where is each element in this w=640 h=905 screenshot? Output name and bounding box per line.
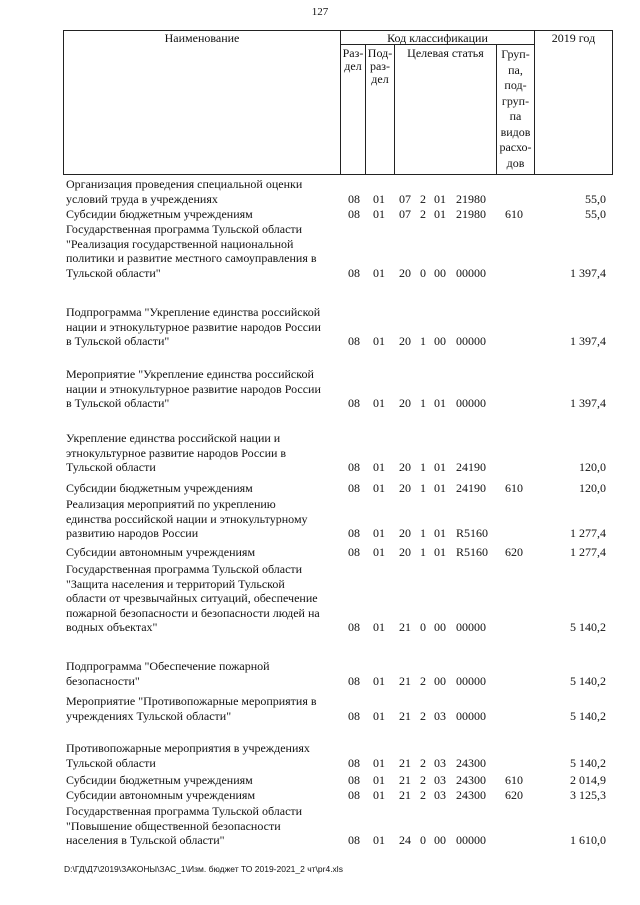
event-code: 01 [434, 526, 446, 540]
direction-code: 00000 [456, 265, 486, 280]
amount-2019: 120,0 [579, 481, 606, 495]
program-code: 20 [399, 265, 411, 280]
subsection-code: 01 [373, 833, 385, 847]
row-name-line: этнокультурное развитие народов России в [66, 445, 287, 460]
section-code: 08 [348, 460, 360, 474]
subsection-code: 01 [373, 191, 385, 206]
subprogram-code: 2 [420, 773, 426, 787]
event-code: 03 [434, 773, 446, 787]
event-code: 01 [434, 191, 446, 206]
event-code: 01 [434, 460, 446, 474]
row-name-line: Субсидии бюджетным учреждениям [66, 773, 253, 787]
expense-type-code: 620 [505, 545, 523, 559]
direction-code: 00000 [456, 833, 486, 847]
header-code: Код классификации [387, 31, 488, 45]
direction-code: 21980 [456, 191, 486, 206]
section-code: 08 [348, 833, 360, 847]
row-name-line: водных объектах" [66, 620, 158, 634]
row-name-line: безопасности" [66, 673, 140, 688]
header-target-article: Целевая статья [407, 46, 484, 60]
row-name-line: Тульской области [66, 755, 156, 770]
subprogram-code: 2 [420, 673, 426, 688]
direction-code: 24300 [456, 755, 486, 770]
subsection-code: 01 [373, 334, 385, 348]
header-name: Наименование [164, 31, 240, 45]
section-code: 08 [348, 396, 360, 410]
header-year: 2019 год [551, 31, 596, 45]
program-code: 21 [399, 788, 411, 802]
row-name [66, 562, 344, 635]
row-name-line: Реализация мероприятий по укреплению [66, 497, 276, 511]
section-code: 08 [348, 191, 360, 206]
header-subsection: Под- раз- дел [367, 46, 393, 86]
row-name-line: политики и развитие местного самоуправления в [66, 251, 317, 265]
program-code: 07 [399, 207, 411, 221]
section-code: 08 [348, 526, 360, 540]
section-code: 08 [348, 788, 360, 802]
amount-2019: 3 125,3 [570, 788, 606, 802]
row-name [66, 497, 344, 541]
row-name-line: Субсидии автономным учреждениям [66, 788, 256, 802]
row-name [66, 694, 344, 723]
program-code: 21 [399, 673, 411, 688]
subsection-code: 01 [373, 755, 385, 770]
direction-code: 00000 [456, 396, 486, 410]
header-expense-group: Груп- па, под- груп- па видов расхо- дов [499, 47, 532, 170]
row-name [66, 305, 344, 349]
row-name-line: единства российской нации и этнокультурному [66, 511, 308, 526]
amount-2019: 2 014,9 [570, 773, 606, 787]
section-code: 08 [348, 673, 360, 688]
amount-2019: 55,0 [585, 207, 606, 221]
row-name-line: Мероприятие "Противопожарные мероприятия в [66, 694, 317, 708]
amount-2019: 1 610,0 [570, 833, 606, 847]
subprogram-code: 0 [420, 620, 426, 634]
row-name-line: Тульской области" [66, 265, 161, 280]
row-name-line: Укрепление единства российской нации и [66, 431, 281, 445]
program-code: 20 [399, 481, 411, 495]
amount-2019: 5 140,2 [570, 755, 606, 770]
subsection-code: 01 [373, 207, 385, 221]
row-name [66, 773, 344, 788]
row-name-line: Подпрограмма "Укрепление единства российской [66, 305, 321, 319]
program-code: 20 [399, 334, 411, 348]
expense-type-code: 610 [505, 481, 523, 495]
row-name-line: Государственная программа Тульской области [66, 562, 303, 576]
row-name [66, 222, 344, 280]
section-code: 08 [348, 620, 360, 634]
amount-2019: 55,0 [585, 191, 606, 206]
subprogram-code: 2 [420, 755, 426, 770]
amount-2019: 1 277,4 [570, 526, 606, 540]
amount-2019: 120,0 [579, 460, 606, 474]
section-code: 08 [348, 207, 360, 221]
direction-code: 00000 [456, 334, 486, 348]
section-code: 08 [348, 708, 360, 723]
row-name [66, 788, 344, 803]
subprogram-code: 1 [420, 396, 426, 410]
subsection-code: 01 [373, 788, 385, 802]
row-name-line: нации и этнокультурное развитие народов России [66, 381, 321, 396]
row-name-line: области от чрезвычайных ситуаций, обеспечение [66, 591, 318, 605]
row-name-line: Государственная программа Тульской области [66, 222, 303, 236]
program-code: 21 [399, 708, 411, 723]
event-code: 00 [434, 833, 446, 847]
direction-code: 21980 [456, 207, 486, 221]
expense-type-code: 610 [505, 773, 523, 787]
subprogram-code: 2 [420, 788, 426, 802]
program-code: 21 [399, 755, 411, 770]
section-code: 08 [348, 545, 360, 559]
subsection-code: 01 [373, 620, 385, 634]
row-name-line: Тульской области [66, 460, 156, 474]
event-code: 00 [434, 620, 446, 634]
amount-2019: 1 397,4 [570, 334, 606, 348]
event-code: 03 [434, 708, 446, 723]
amount-2019: 5 140,2 [570, 673, 606, 688]
program-code: 24 [399, 833, 411, 847]
row-name-line: в Тульской области" [66, 396, 170, 410]
subprogram-code: 2 [420, 191, 426, 206]
amount-2019: 5 140,2 [570, 620, 606, 634]
event-code: 00 [434, 265, 446, 280]
amount-2019: 1 277,4 [570, 545, 606, 559]
row-name-line: "Защита населения и территорий Тульской [66, 576, 285, 591]
subsection-code: 01 [373, 708, 385, 723]
subprogram-code: 0 [420, 265, 426, 280]
row-name-line: "Реализация государственной национальной [66, 236, 294, 251]
amount-2019: 5 140,2 [570, 708, 606, 723]
subsection-code: 01 [373, 396, 385, 410]
row-name [66, 804, 344, 848]
row-name-line: Субсидии автономным учреждениям [66, 545, 256, 559]
direction-code: R5160 [456, 526, 489, 540]
event-code: 01 [434, 207, 446, 221]
subsection-code: 01 [373, 481, 385, 495]
row-name [66, 741, 344, 770]
row-name-line: Государственная программа Тульской области [66, 804, 303, 818]
subprogram-code: 2 [420, 708, 426, 723]
row-name-line: нации и этнокультурное развитие народов России [66, 319, 321, 334]
row-name-line: развитию народов России [66, 526, 199, 540]
event-code: 01 [434, 396, 446, 410]
program-code: 20 [399, 460, 411, 474]
section-code: 08 [348, 481, 360, 495]
subsection-code: 01 [373, 526, 385, 540]
program-code: 07 [399, 191, 411, 206]
direction-code: 00000 [456, 673, 486, 688]
row-name-line: Подпрограмма "Обеспечение пожарной [66, 659, 270, 673]
section-code: 08 [348, 265, 360, 280]
row-name [66, 177, 344, 206]
program-code: 20 [399, 396, 411, 410]
subprogram-code: 1 [420, 334, 426, 348]
subprogram-code: 0 [420, 833, 426, 847]
subprogram-code: 2 [420, 207, 426, 221]
row-name [66, 481, 344, 496]
direction-code: 00000 [456, 708, 486, 723]
row-name-line: Организация проведения специальной оценки [66, 177, 303, 191]
amount-2019: 1 397,4 [570, 265, 606, 280]
event-code: 01 [434, 481, 446, 495]
row-name-line: условий труда в учреждениях [66, 191, 218, 206]
subsection-code: 01 [373, 545, 385, 559]
direction-code: 24190 [456, 481, 486, 495]
direction-code: R5160 [456, 545, 489, 559]
program-code: 21 [399, 620, 411, 634]
row-name [66, 367, 344, 411]
file-path-footer: D:\ГД\Д7\2019\ЗАКОНЫ\ЗАС_1\Изм. бюджет ТО 2019-2021_2 чт\pr4.xls [64, 864, 343, 874]
event-code: 03 [434, 788, 446, 802]
direction-code: 24190 [456, 460, 486, 474]
program-code: 20 [399, 545, 411, 559]
expense-type-code: 620 [505, 788, 523, 802]
row-name [66, 431, 344, 475]
subprogram-code: 1 [420, 460, 426, 474]
row-name-line: Мероприятие "Укрепление единства российской [66, 367, 314, 381]
subsection-code: 01 [373, 673, 385, 688]
expense-type-code: 610 [505, 207, 523, 221]
event-code: 00 [434, 334, 446, 348]
row-name-line: Субсидии бюджетным учреждениям [66, 207, 253, 221]
row-name-line: Субсидии бюджетным учреждениям [66, 481, 253, 495]
row-name-line: в Тульской области" [66, 334, 170, 348]
direction-code: 24300 [456, 773, 486, 787]
row-name [66, 659, 344, 688]
section-code: 08 [348, 773, 360, 787]
subprogram-code: 1 [420, 481, 426, 495]
event-code: 00 [434, 673, 446, 688]
subprogram-code: 1 [420, 545, 426, 559]
event-code: 01 [434, 545, 446, 559]
subprogram-code: 1 [420, 526, 426, 540]
event-code: 03 [434, 755, 446, 770]
subsection-code: 01 [373, 460, 385, 474]
row-name [66, 207, 344, 222]
subsection-code: 01 [373, 265, 385, 280]
section-code: 08 [348, 334, 360, 348]
direction-code: 00000 [456, 620, 486, 634]
row-name-line: Противопожарные мероприятия в учреждениях [66, 741, 310, 755]
row-name-line: учреждениях Тульской области" [66, 708, 232, 723]
amount-2019: 1 397,4 [570, 396, 606, 410]
row-name-line: пожарной безопасности и безопасности людей на [66, 605, 320, 620]
subsection-code: 01 [373, 773, 385, 787]
row-name [66, 545, 344, 560]
direction-code: 24300 [456, 788, 486, 802]
header-section: Раз- дел [342, 46, 364, 73]
program-code: 20 [399, 526, 411, 540]
row-name-line: "Повышение общественной безопасности [66, 818, 281, 833]
row-name-line: населения в Тульской области" [66, 833, 225, 847]
section-code: 08 [348, 755, 360, 770]
page-number: 127 [311, 6, 329, 18]
program-code: 21 [399, 773, 411, 787]
